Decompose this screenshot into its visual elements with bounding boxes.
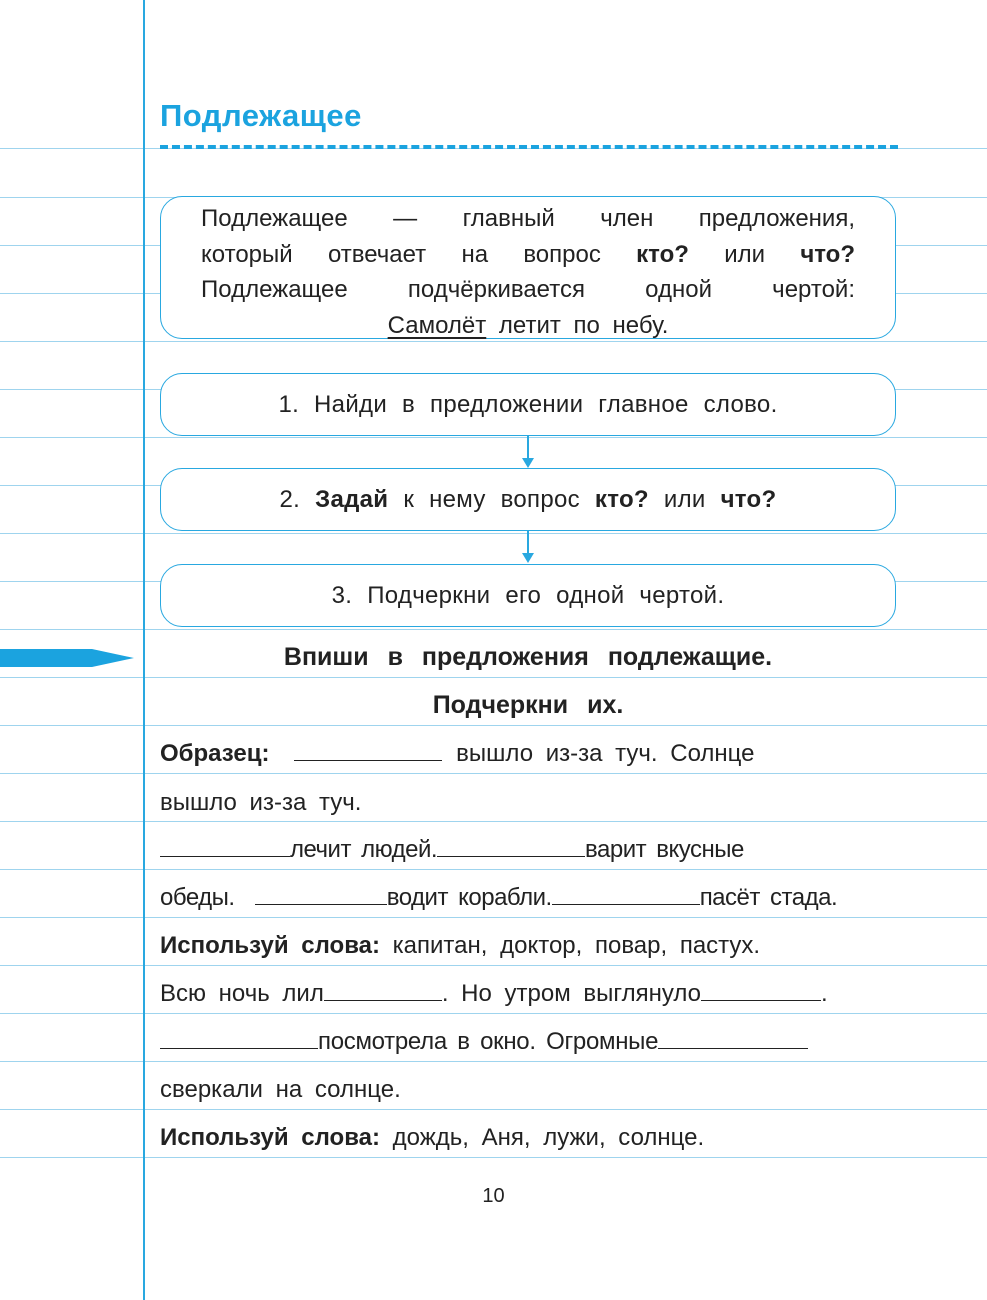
definition-example: Самолёт летит по небу.	[387, 311, 669, 339]
words-label: Используй слова:	[160, 932, 380, 959]
step-1: 1. Найди в предложении главное слово.	[160, 373, 896, 436]
answer-blank[interactable]	[324, 982, 442, 1001]
question-what: что?	[800, 240, 856, 268]
notebook-rule	[0, 965, 987, 966]
notebook-rule	[0, 437, 987, 438]
definition-line-2: который отвечает на вопрос кто? или что?	[201, 240, 856, 268]
definition-line-1: Подлежащее — главный член предложения,	[201, 205, 855, 232]
notebook-rule	[0, 1109, 987, 1110]
answer-blank[interactable]	[552, 886, 700, 905]
arrow-down-icon	[519, 436, 537, 470]
pencil-icon	[0, 647, 136, 669]
notebook-rule	[0, 677, 987, 678]
step-2: 2. Задай к нему вопрос кто? или что?	[160, 468, 896, 531]
answer-blank[interactable]	[437, 838, 585, 857]
notebook-rule	[0, 1013, 987, 1014]
notebook-rule	[0, 629, 987, 630]
exercise-line-2: обеды. водит корабли. пасёт стада.	[160, 884, 838, 911]
example-subject: Самолёт	[387, 311, 487, 339]
page-title: Подлежащее	[160, 98, 362, 133]
page-number: 10	[482, 1185, 505, 1207]
notebook-rule	[0, 821, 987, 822]
exercise-line-1: лечит людей. варит вкусные	[160, 836, 900, 864]
task-line-2: Подчеркни их.	[432, 691, 624, 719]
notebook-rule	[0, 1157, 987, 1158]
answer-blank[interactable]	[160, 838, 290, 857]
notebook-rule	[0, 1061, 987, 1062]
answer-blank[interactable]	[701, 982, 821, 1001]
notebook-rule	[0, 773, 987, 774]
notebook-rule	[0, 533, 987, 534]
notebook-rule	[0, 917, 987, 918]
question-who: кто?	[636, 240, 689, 268]
words-label: Используй слова:	[160, 1124, 380, 1151]
title-dashed-underline	[160, 145, 898, 149]
margin-line	[143, 0, 145, 1300]
words-line-1: Используй слова: капитан, доктор, повар, пастух.	[160, 932, 761, 959]
notebook-rule	[0, 725, 987, 726]
answer-blank[interactable]	[160, 1030, 318, 1049]
exercise-line-4: посмотрела в окно. Огромные	[160, 1028, 900, 1056]
definition-line-3: Подлежащее подчёркивается одной чертой:	[201, 276, 855, 303]
sample-line-cont: вышло из-за туч.	[160, 789, 362, 816]
sample-label: Образец:	[160, 740, 270, 767]
exercise-line-3: Всю ночь лил . Но утром выглянуло .	[160, 980, 828, 1007]
task-line-1: Впиши в предложения подлежащие.	[283, 643, 773, 671]
answer-blank[interactable]	[294, 742, 442, 761]
definition-box	[160, 196, 896, 339]
notebook-rule	[0, 869, 987, 870]
exercise-line-5: сверкали на солнце.	[160, 1076, 401, 1103]
answer-blank[interactable]	[658, 1030, 808, 1049]
arrow-down-icon	[519, 531, 537, 565]
words-line-2: Используй слова: дождь, Аня, лужи, солнце.	[160, 1124, 705, 1151]
sample-line: Образец: вышло из-за туч. Солнце	[160, 740, 755, 767]
answer-blank[interactable]	[255, 886, 387, 905]
step-3: 3. Подчеркни его одной чертой.	[160, 564, 896, 627]
